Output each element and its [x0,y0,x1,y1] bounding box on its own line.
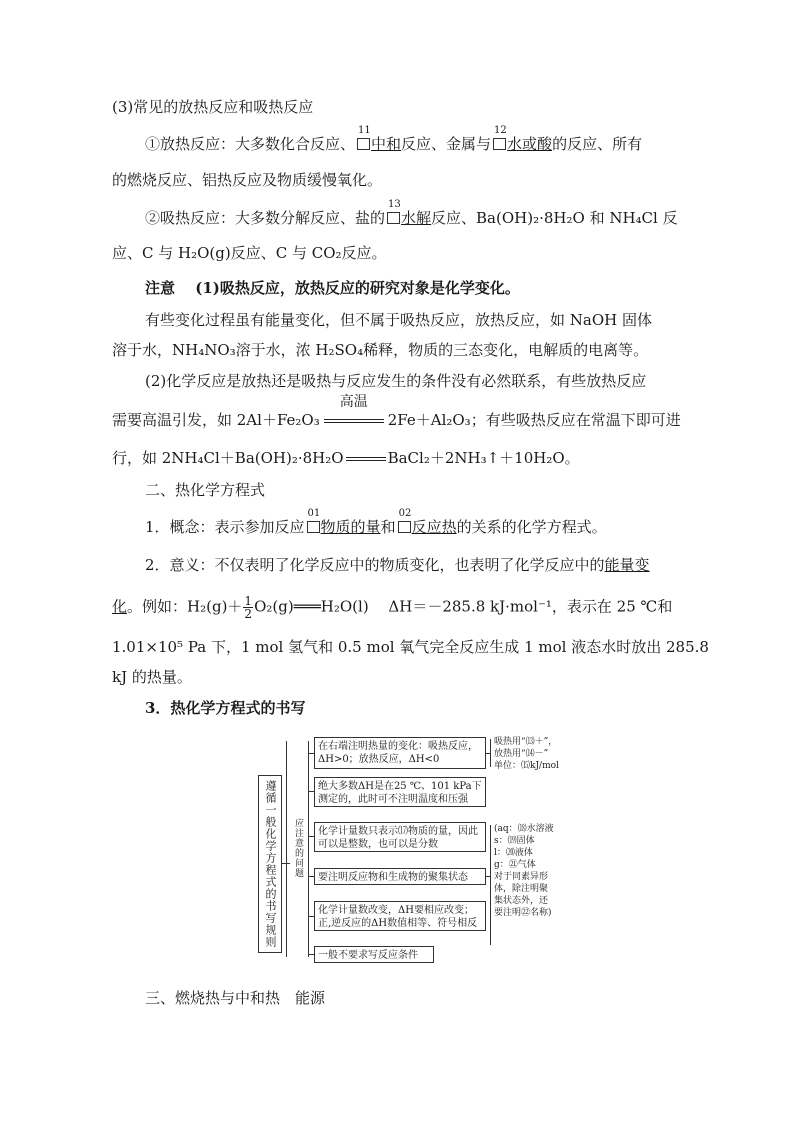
section-heading: (3)常见的放热反应和吸热反应 [112,98,314,116]
endothermic-line-1: ②吸热反应：大多数分解反应、盐的 13 水解反应、Ba(OH)₂·8H₂O 和 NH₄Cl 反 [145,199,678,227]
answer-blank: 水或酸 [507,135,553,153]
sign-unit-notes: 吸热用“⒀＋”， 放热用“⒁－” 单位：⒂kJ/mol [494,737,559,771]
answer-blank: 反应热 [411,518,457,536]
equation-sign [346,457,386,461]
part2-heading: 二、热化学方程式 [145,481,266,499]
mid-label: 应注意的问题 [293,818,303,878]
reaction-condition: 高温 [320,410,388,430]
note-label: 注意 [145,279,176,297]
rule-box-6: 一般不要求写反应条件 [314,946,434,963]
answer-blank: 中和 [371,135,402,153]
answer-marker: 12 [493,138,506,150]
note2-line-3: 行，如 2NH₄Cl＋Ba(OH)₂·8H₂O BaCl₂＋2NH₃↑＋10H₂O。 [112,449,580,467]
exothermic-line-1: ①放热反应：大多数化合反应、 11 中和反应、金属与 12 水或酸的反应、所有 [145,125,643,153]
state-notes: (aq：⒅水溶液 s：⒆固体 l：⒇液体 g：㉑气体 对于同素异形 体，除注明聚 集状态外，还 要注明㉒名称) [494,824,554,918]
left-rule-box: 遵循一般化学方程式的书写规则 [258,775,282,953]
answer-blank: 水解 [401,209,432,227]
answer-marker: 01 [307,521,320,533]
endothermic-line-2: 应、C 与 H₂O(g)反应、C 与 CO₂反应。 [112,244,387,262]
note2-line-2: 需要高温引发，如 2Al＋Fe₂O₃ 高温 2Fe＋Al₂O₃；有些吸热反应在常温下即可进 [112,394,681,429]
meaning-line-3: 1.01×10⁵ Pa 下，1 mol 氢气和 0.5 mol 氧气完全反应生成 1 mol 液态水时放出 285.8 [112,638,709,656]
rule-box-4: 要注明反应物和生成物的聚集状态 [314,868,486,885]
meaning-line-2: 化。例如：H₂(g)＋ $\frac{1}{2}$ O₂(g)═══H₂O(l) ΔH＝－285.8 kJ·mol⁻¹，表示在 25 ℃和 [112,594,673,621]
answer-blank: 化 [112,597,128,616]
rule-box-1: 在右端注明热量的变化：吸热反应，ΔH>0；放热反应，ΔH<0 [314,737,486,769]
note2-line-1: (2)化学反应是放热还是吸热与反应发生的条件没有必然联系，有些放热反应 [145,372,647,390]
meaning-line-1: 2．意义：不仅表明了化学反应中的物质变化，也表明了化学反应中的能量变 [145,556,650,574]
fraction: $\frac{1}{2}$ [244,594,253,621]
note-line-2: 有些变化过程虽有能量变化，但不属于吸热反应，放热反应，如 NaOH 固体 [145,311,652,329]
part3-heading: 三、燃烧热与中和热 能源 [145,989,326,1007]
rule-box-2: 绝大多数ΔH是在25 ℃、101 kPa下测定的，此时可不注明温度和压强 [314,777,486,807]
answer-marker: 11 [357,138,370,150]
concept-line: 1．概念：表示参加反应 01 物质的量和 02 反应热的关系的化学方程式。 [145,508,607,536]
answer-marker: 13 [387,212,400,224]
meaning-line-4: kJ 的热量。 [112,668,192,686]
note-line-3: 溶于水，NH₄NO₃溶于水，浓 H₂SO₄稀释，物质的三态变化，电解质的电离等。 [112,341,649,359]
answer-blank: 物质的量 [320,518,381,536]
note-line-1: 注意 (1)吸热反应，放热反应的研究对象是化学变化。 [145,279,520,297]
answer-marker: 02 [398,521,411,533]
exothermic-line-2: 的燃烧反应、铝热反应及物质缓慢氧化。 [112,171,383,189]
answer-blank: 能量变 [604,556,650,574]
writing-rules-diagram [258,733,578,968]
rule-box-3: 化学计量数只表示⒄物质的量，因此可以是整数，也可以是分数 [314,822,486,852]
rule-box-5: 化学计量数改变，ΔH要相应改变；正,逆反应的ΔH数值相等、符号相反 [314,901,486,931]
writing-heading: 3．热化学方程式的书写 [145,699,306,717]
